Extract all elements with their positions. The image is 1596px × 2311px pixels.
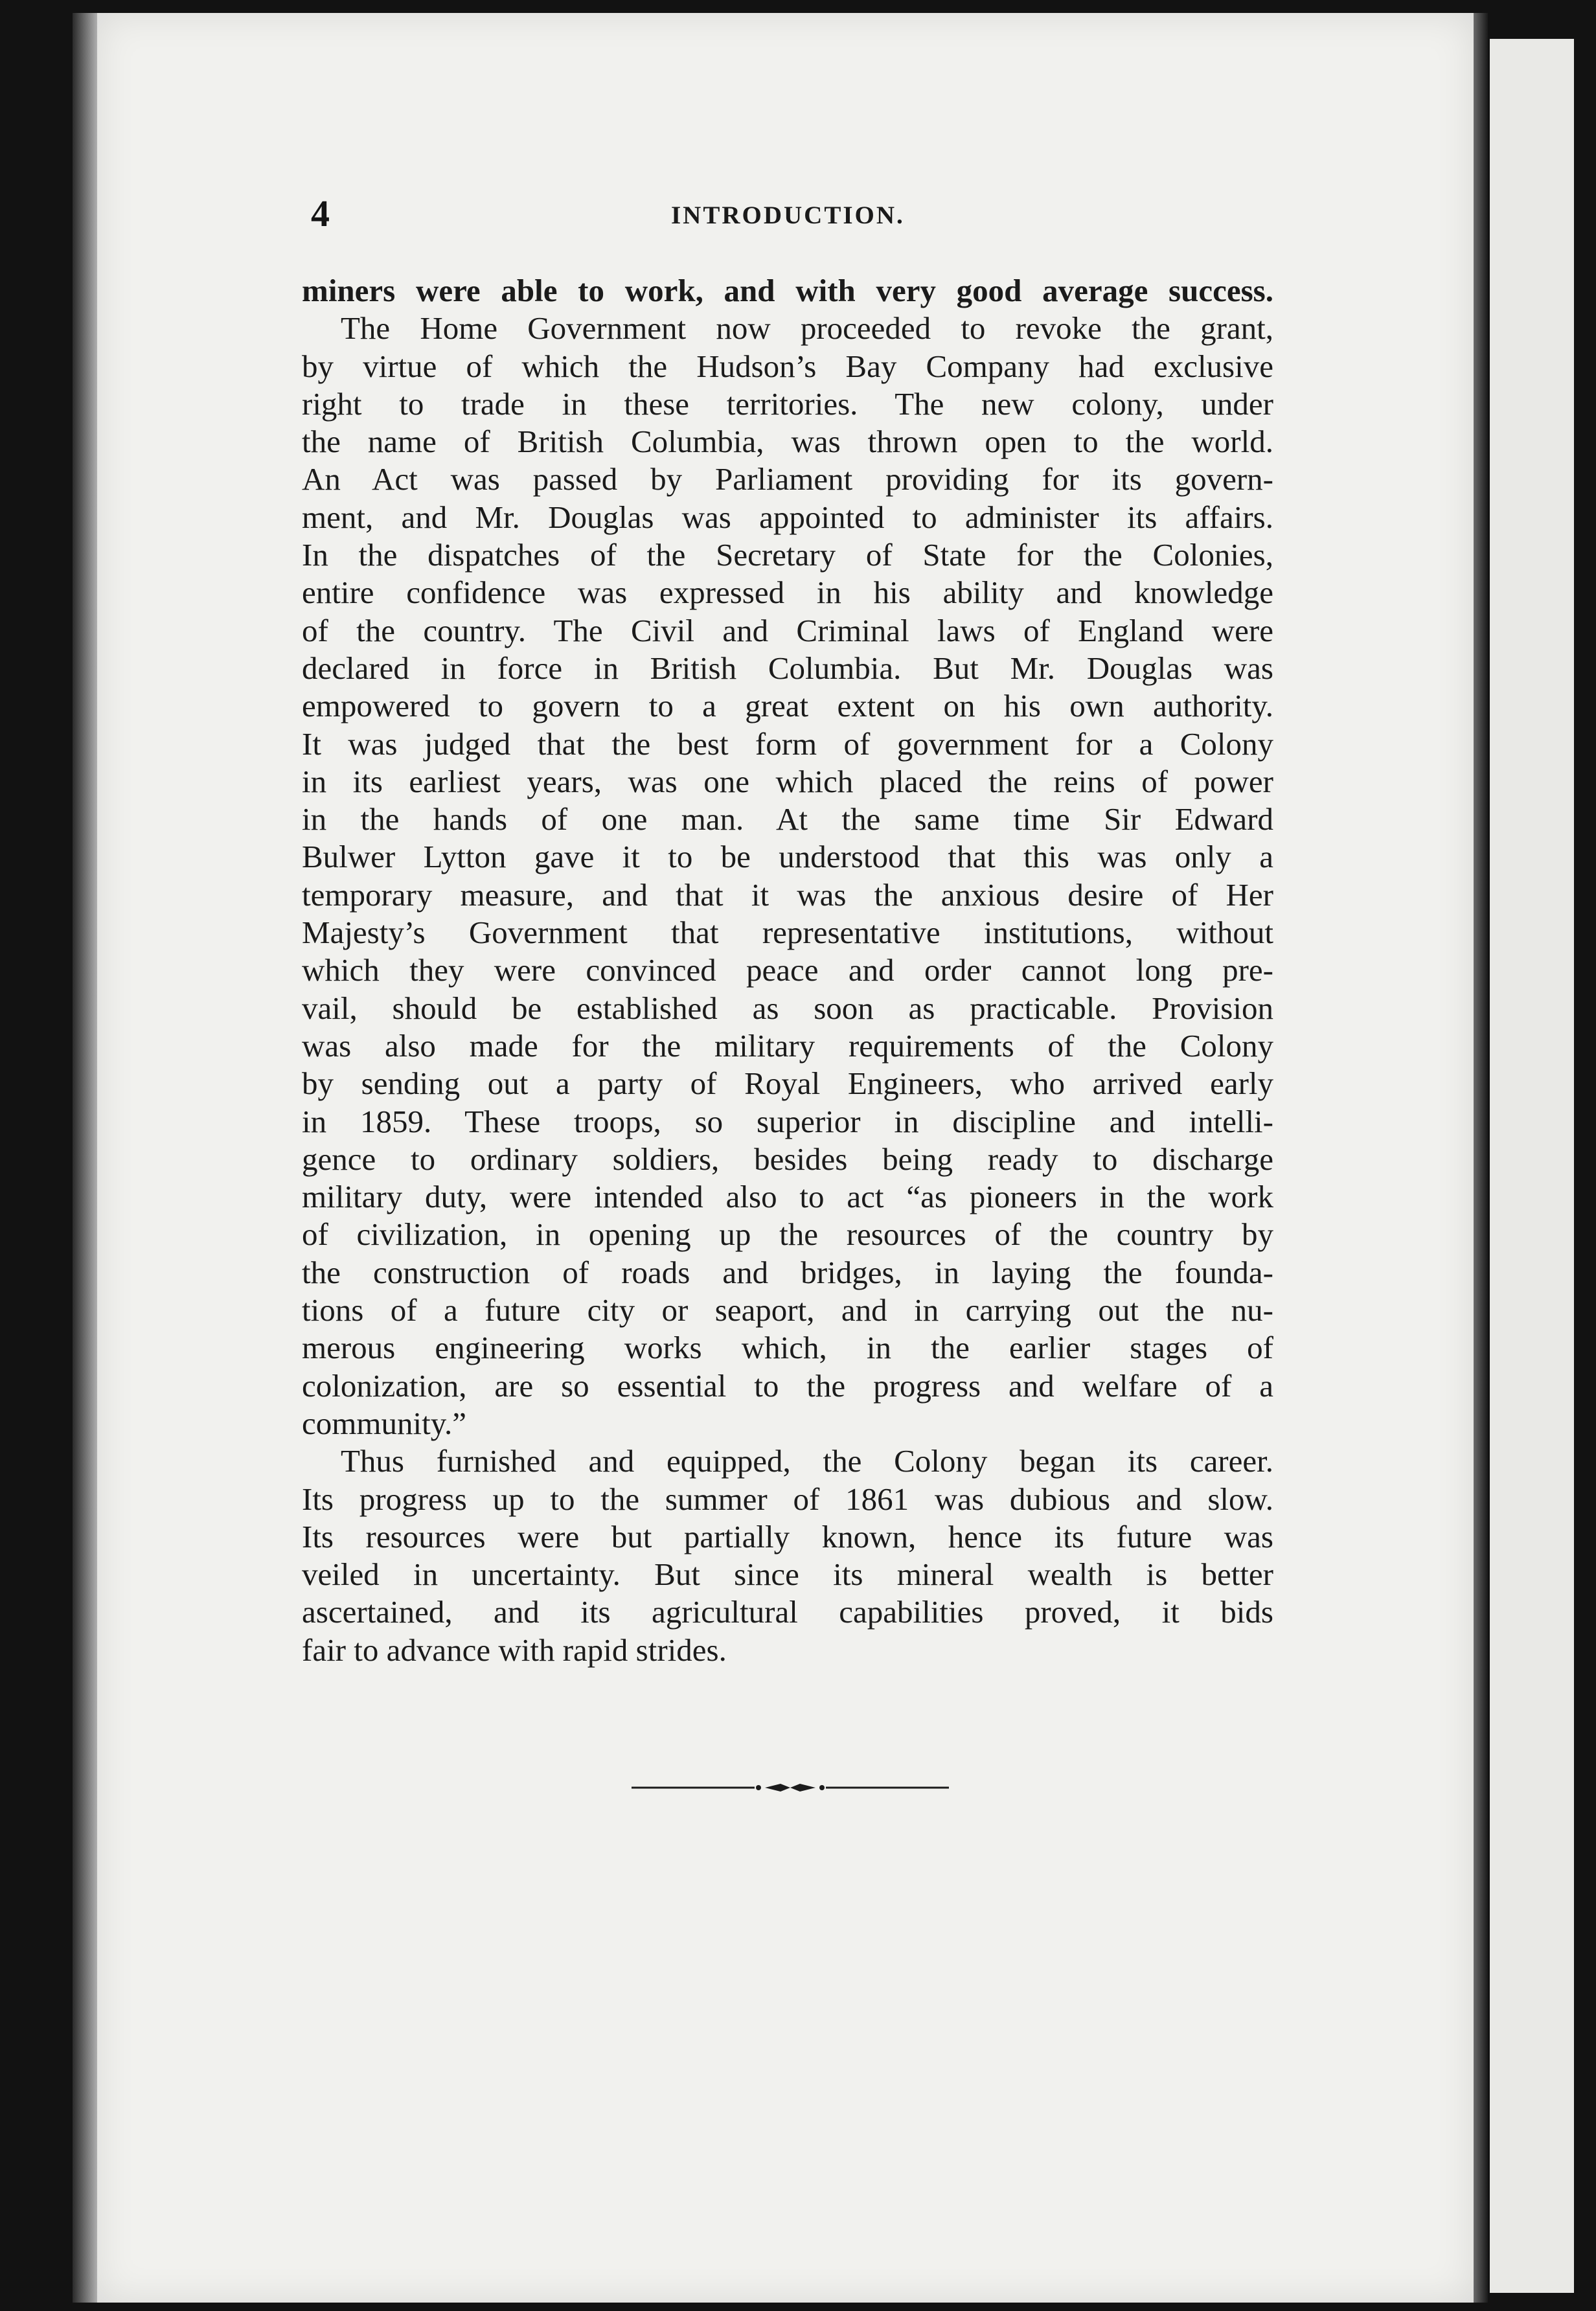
body-text bbox=[302, 272, 1273, 1669]
text-line: of the country. The Civil and Criminal laws of England were bbox=[302, 612, 1273, 648]
text-line: the name of British Columbia, was thrown open to the world. bbox=[302, 424, 1273, 460]
text-line: merous engineering works which, in the earlier stages of bbox=[302, 1330, 1273, 1366]
text-line: Majesty’s Government that representative institutions, without bbox=[302, 915, 1273, 951]
text-line: Its progress up to the summer of 1861 was dubious and slow. bbox=[302, 1481, 1273, 1517]
text-line: of civilization, in opening up the resources of the country by bbox=[302, 1216, 1273, 1253]
section-end-ornament bbox=[632, 1775, 949, 1801]
text-line: Thus furnished and equipped, the Colony began its career. bbox=[341, 1443, 1273, 1479]
text-line: fair to advance with rapid strides. bbox=[302, 1632, 727, 1668]
text-line: vail, should be established as soon as practicable. Provision bbox=[302, 990, 1273, 1026]
text-line: Bulwer Lytton gave it to be understood that this was only a bbox=[302, 839, 1273, 875]
text-line: which they were convinced peace and order cannot long pre- bbox=[302, 952, 1273, 988]
left-gutter-shadow bbox=[73, 13, 100, 2303]
text-line: in its earliest years, was one which placed the reins of power bbox=[302, 763, 1273, 799]
page-number: 4 bbox=[311, 192, 330, 234]
text-line: declared in force in British Columbia. But Mr. Douglas was bbox=[302, 650, 1273, 686]
text-line: Its resources were but partially known, hence its future was bbox=[302, 1518, 1273, 1554]
text-line: gence to ordinary soldiers, besides being ready to discharge bbox=[302, 1141, 1273, 1177]
text-line: entire confidence was expressed in his ability and knowledge bbox=[302, 575, 1273, 611]
text-line: in the hands of one man. At the same time Sir Edward bbox=[302, 801, 1273, 837]
adjacent-page-strip bbox=[1490, 39, 1574, 2293]
text-line: tions of a future city or seaport, and in carrying out the nu- bbox=[302, 1292, 1273, 1328]
ornament-rule-icon bbox=[632, 1775, 949, 1801]
text-line: by virtue of which the Hudson’s Bay Company had exclusive bbox=[302, 348, 1273, 384]
text-line: In the dispatches of the Secretary of State for the Colonies, bbox=[302, 537, 1273, 573]
text-line: community.” bbox=[302, 1405, 467, 1441]
text-line: ment, and Mr. Douglas was appointed to administer its affairs. bbox=[302, 499, 1273, 535]
text-line: was also made for the military requirements of the Colony bbox=[302, 1027, 1273, 1064]
text-line: miners were able to work, and with very good average success. bbox=[302, 273, 1273, 308]
text-line: colonization, are so essential to the progress and welfare of a bbox=[302, 1367, 1273, 1404]
text-line: ascertained, and its agricultural capabilities proved, it bids bbox=[302, 1594, 1273, 1630]
text-line: It was judged that the best form of government for a Colony bbox=[302, 725, 1273, 762]
text-line: right to trade in these territories. The new colony, under bbox=[302, 385, 1273, 422]
text-line: temporary measure, and that it was the anxious desire of Her bbox=[302, 876, 1273, 913]
text-line: veiled in uncertainty. But since its mineral wealth is better bbox=[302, 1556, 1273, 1593]
text-line: by sending out a party of Royal Engineers, who arrived early bbox=[302, 1065, 1273, 1102]
running-head: INTRODUCTION. bbox=[671, 201, 905, 229]
text-line: military duty, were intended also to act “as pioneers in the work bbox=[302, 1179, 1273, 1215]
page-header bbox=[311, 192, 1270, 244]
text-line: An Act was passed by Parliament providing for its govern- bbox=[302, 461, 1273, 497]
text-line: in 1859. These troops, so superior in discipline and intelli- bbox=[302, 1103, 1273, 1139]
text-line: The Home Government now proceeded to revoke the grant, bbox=[341, 310, 1273, 347]
text-line: empowered to govern to a great extent on his own authority. bbox=[302, 688, 1273, 724]
text-line: the construction of roads and bridges, in laying the founda- bbox=[302, 1254, 1273, 1290]
page-edge-shadow bbox=[1474, 13, 1488, 2303]
